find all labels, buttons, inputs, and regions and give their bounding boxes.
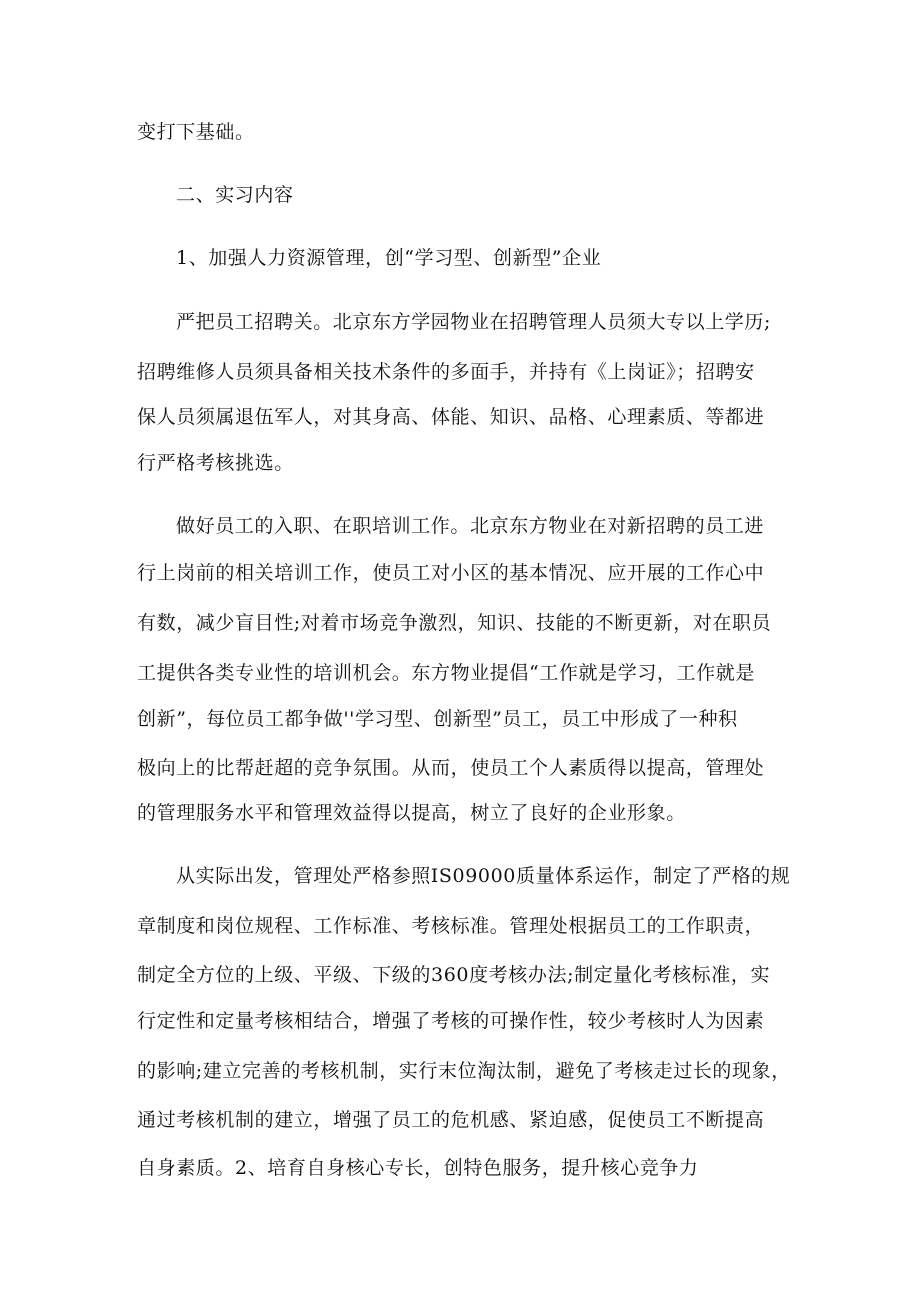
paragraph-line: 自身素质。2、培育自身核心专长，创特色服务，提升核心竞争力	[137, 1157, 699, 1179]
paragraph-line: 的影响;建立完善的考核机制，实行末位淘汰制，避免了考核走过长的现象，	[137, 1060, 791, 1082]
paragraph-line: 严把员工招聘关。北京东方学园物业在招聘管理人员须大专以上学历;	[176, 311, 772, 333]
paragraph-line: 做好员工的入职、在职培训工作。北京东方物业在对新招聘的员工进	[176, 515, 765, 537]
text-line: 变打下基础。	[137, 121, 255, 143]
paragraph-line: 行定性和定量考核相结合，增强了考核的可操作性，较少考核时人为因素	[137, 1010, 765, 1032]
paragraph-line: 通过考核机制的建立，增强了员工的危机感、紧迫感，促使员工不断提高	[137, 1109, 765, 1131]
paragraph-line: 制定全方位的上级、平级、下级的360度考核办法;制定量化考核标准，实	[137, 964, 771, 986]
paragraph-line: 行严格考核挑选。	[137, 452, 294, 474]
paragraph-line: 创新”，每位员工都争做''学习型、创新型”员工，员工中形成了一种积	[137, 708, 738, 730]
paragraph-line: 招聘维修人员须具备相关技术条件的多面手，并持有《上岗证》；招聘安	[137, 361, 755, 383]
subsection-heading: 1、加强人力资源管理，创“学习型、创新型”企业	[176, 247, 602, 269]
paragraph-line: 工提供各类专业性的培训机会。东方物业提倡“工作就是学习，工作就是	[137, 662, 755, 684]
paragraph-line: 极向上的比帮赶超的竞争氛围。从而，使员工个人素质得以提高，管理处	[137, 757, 765, 779]
paragraph-line: 行上岗前的相关培训工作，使员工对小区的基本情况、应开展的工作心中	[137, 562, 765, 584]
paragraph-line: 保人员须属退伍军人，对其身高、体能、知识、品格、心理素质、等都进	[137, 406, 765, 428]
paragraph-line: 从实际出发，管理处严格参照IS09000质量体系运作，制定了严格的规	[176, 865, 791, 887]
paragraph-line: 有数，减少盲目性;对着市场竞争激烈，知识、技能的不断更新，对在职员	[137, 612, 772, 634]
paragraph-line: 章制度和岗位规程、工作标准、考核标准。管理处根据员工的工作职责，	[137, 915, 765, 937]
paragraph-line: 的管理服务水平和管理效益得以提高，树立了良好的企业形象。	[137, 802, 686, 824]
section-heading: 二、实习内容	[176, 184, 294, 206]
